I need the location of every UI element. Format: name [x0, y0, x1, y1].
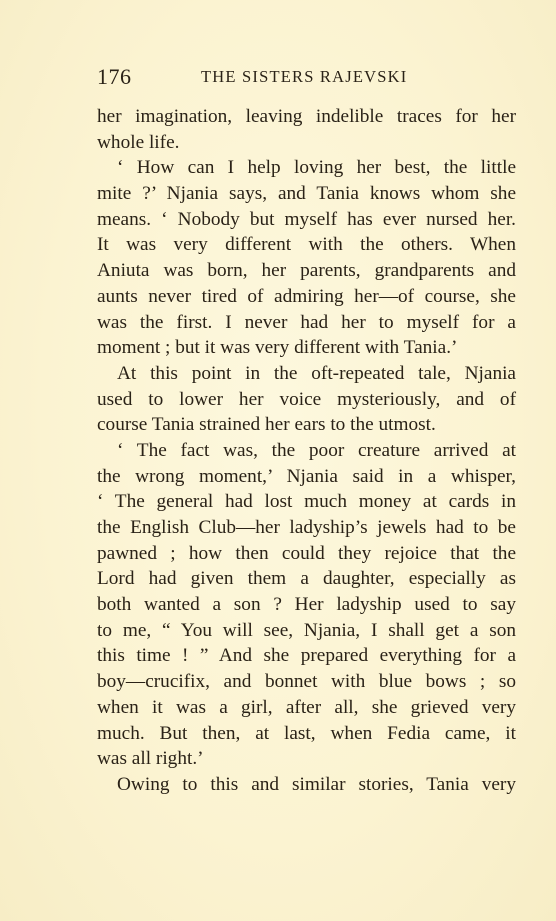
running-title: THE SISTERS RAJEVSKI: [201, 67, 408, 86]
text-line: mite ?’ Njania says, and Tania knows whom she: [97, 183, 516, 205]
text-line: the wrong moment,’ Njania said in a whisper,: [97, 465, 516, 487]
text-line: much. But then, at last, when Fedia came, it: [97, 722, 516, 744]
text-line: the English Club—her ladyship’s jewels had to be: [97, 517, 516, 538]
text-line: course Tania strained her ears to the utmost.: [97, 414, 436, 436]
text-line: means. ‘ Nobody but myself has ever nursed her.: [97, 208, 516, 230]
text-line: ‘ How can I help loving her best, the little: [117, 157, 516, 179]
text-line: whole life.: [97, 131, 180, 153]
text-line: boy—crucifix, and bonnet with blue bows ; so: [97, 671, 516, 693]
text-line: At this point in the oft-repeated tale, Njania: [117, 362, 516, 384]
text-line: It was very different with the others. When: [97, 234, 516, 256]
text-line: her imagination, leaving indelible traces for her: [97, 106, 516, 127]
body-text: [97, 104, 516, 798]
text-line: when it was a girl, after all, she grieved very: [97, 696, 516, 718]
text-line: this time ! ” And she prepared everything for a: [97, 645, 516, 667]
text-line: both wanted a son ? Her ladyship used to say: [97, 594, 516, 616]
text-line: was the first. I never had her to myself for a: [97, 311, 516, 333]
text-line: aunts never tired of admiring her—of course, she: [97, 285, 516, 307]
text-line: Aniuta was born, her parents, grandparents and: [97, 260, 516, 282]
text-line: ‘ The general had lost much money at cards in: [97, 491, 516, 513]
text-line: moment ; but it was very different with Tania.’: [97, 337, 458, 359]
text-line: used to lower her voice mysteriously, and of: [97, 388, 516, 410]
text-line: was all right.’: [97, 748, 204, 770]
text-line: pawned ; how then could they rejoice that the: [97, 542, 516, 564]
text-line: Lord had given them a daughter, especially as: [97, 568, 516, 590]
text-line: Owing to this and similar stories, Tania very: [117, 773, 516, 795]
text-line: ‘ The fact was, the poor creature arrived at: [117, 439, 516, 461]
text-line: to me, “ You will see, Njania, I shall get a son: [97, 619, 516, 641]
running-head: [97, 64, 516, 92]
page-number: 176: [97, 64, 132, 89]
